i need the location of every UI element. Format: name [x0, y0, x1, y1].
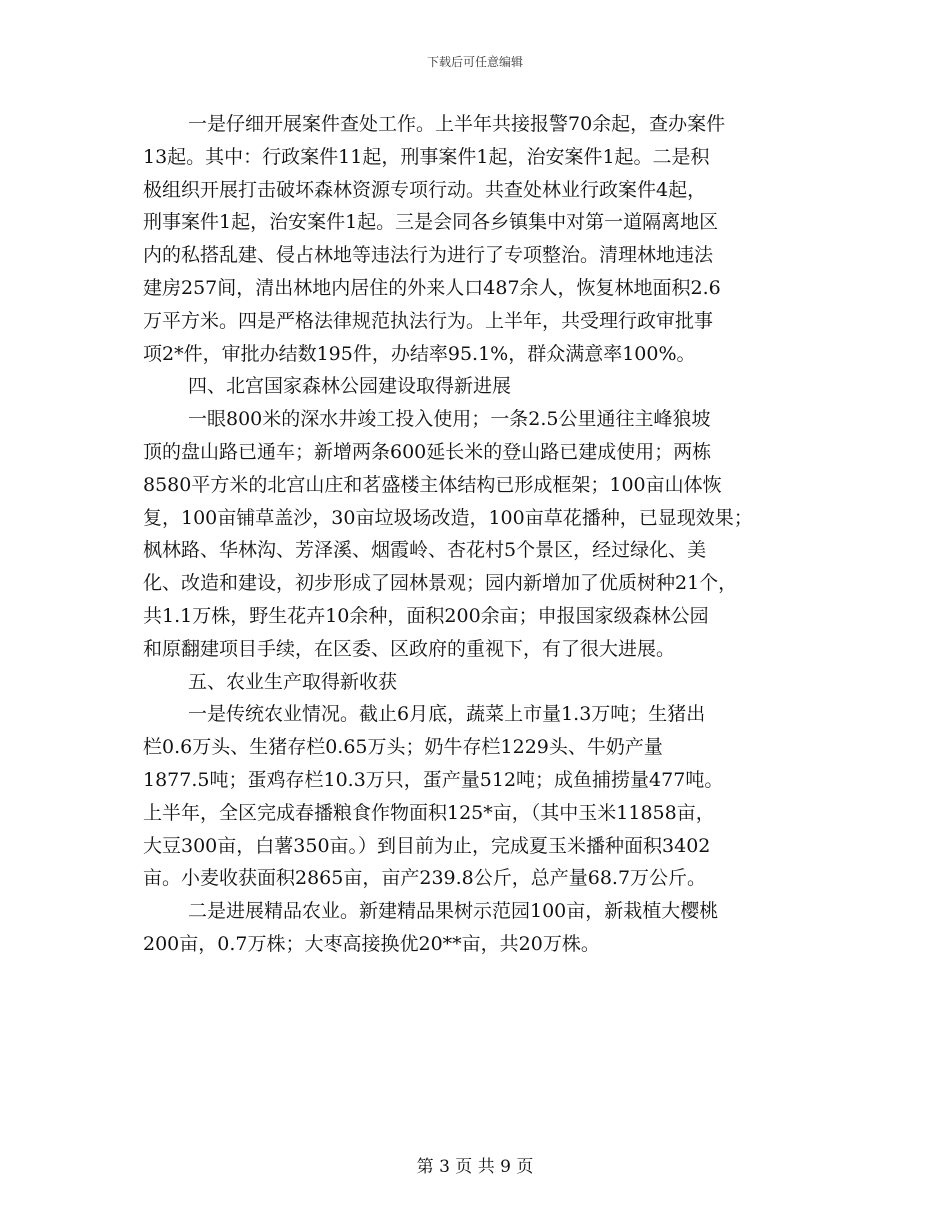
section-heading: 五、农业生产取得新收获	[188, 670, 398, 693]
section-heading: 四、北宫国家森林公园建设取得新进展	[188, 375, 512, 398]
page-footer: 第 3 页 共 9 页	[416, 1157, 534, 1177]
paragraph-line: 亩。小麦收获面积2865亩，亩产239.8公斤，总产量68.7万公斤。	[143, 867, 707, 890]
document-body	[143, 108, 823, 961]
paragraph-line: 上半年，全区完成春播粮食作物面积125*亩，（其中玉米11858亩，	[143, 801, 715, 824]
paragraph-line: 枫林路、华林沟、芳泽溪、烟霞岭、杏花村5个景区，经过绿化、美	[143, 539, 707, 562]
paragraph-line: 和原翻建项目手续，在区委、区政府的重视下，有了很大进展。	[143, 637, 676, 660]
paragraph-line: 13起。其中：行政案件11起，刑事案件1起，治安案件1起。二是积	[143, 145, 710, 168]
paragraph-line: 200亩，0.7万株；大枣高接换优20**亩，共20万株。	[143, 932, 600, 955]
paragraph-line: 栏0.6万头、生猪存栏0.65万头；奶牛存栏1229头、牛奶产量	[143, 736, 663, 759]
paragraph-line: 建房257间，清出林地内居住的外来人口487余人，恢复林地面积2.6	[143, 276, 721, 299]
paragraph-line: 一是传统农业情况。截止6月底，蔬菜上市量1.3万吨；生猪出	[188, 703, 706, 726]
paragraph-line: 一眼800米的深水井竣工投入使用；一条2.5公里通往主峰狼坡	[188, 408, 711, 431]
paragraph-line: 极组织开展打击破坏森林资源专项行动。共查处林业行政案件4起，	[143, 178, 707, 201]
paragraph-line: 一是仔细开展案件查处工作。上半年共接报警70余起，查办案件	[188, 113, 726, 135]
paragraph-line: 8580平方米的北宫山庄和茗盛楼主体结构已形成框架；100亩山体恢	[143, 473, 722, 496]
paragraph-line: 共1.1万株，野生花卉10余种，面积200余亩；申报国家级森林公园	[143, 604, 709, 627]
paragraph-line: 二是进展精品农业。新建精品果树示范园100亩，新栽植大樱桃	[188, 900, 719, 923]
paragraph-line: 复，100亩铺草盖沙，30亩垃圾场改造，100亩草花播种，已显现效果；	[143, 506, 753, 529]
page-header: 下载后可任意编辑	[426, 55, 523, 69]
paragraph-line: 内的私搭乱建、侵占林地等违法行为进行了专项整治。清理林地违法	[143, 244, 714, 267]
paragraph-line: 顶的盘山路已通车；新增两条600延长米的登山路已建成使用；两栋	[143, 440, 712, 463]
paragraph-line: 化、改造和建设，初步形成了园林景观；园内新增加了优质树种21个，	[143, 572, 738, 595]
paragraph-line: 项2*件，审批办结数195件，办结率95.1%，群众满意率100%。	[143, 342, 696, 365]
paragraph-line: 万平方米。四是严格法律规范执法行为。上半年，共受理行政审批事	[143, 309, 714, 332]
paragraph-line: 大豆300亩，白薯350亩。）到目前为止，完成夏玉米播种面积3402	[143, 834, 711, 857]
paragraph-line: 1877.5吨；蛋鸡存栏10.3万只，蛋产量512吨；成鱼捕捞量477吨。	[143, 768, 724, 791]
paragraph-line: 刑事案件1起，治安案件1起。三是会同各乡镇集中对第一道隔离地区	[143, 211, 719, 234]
